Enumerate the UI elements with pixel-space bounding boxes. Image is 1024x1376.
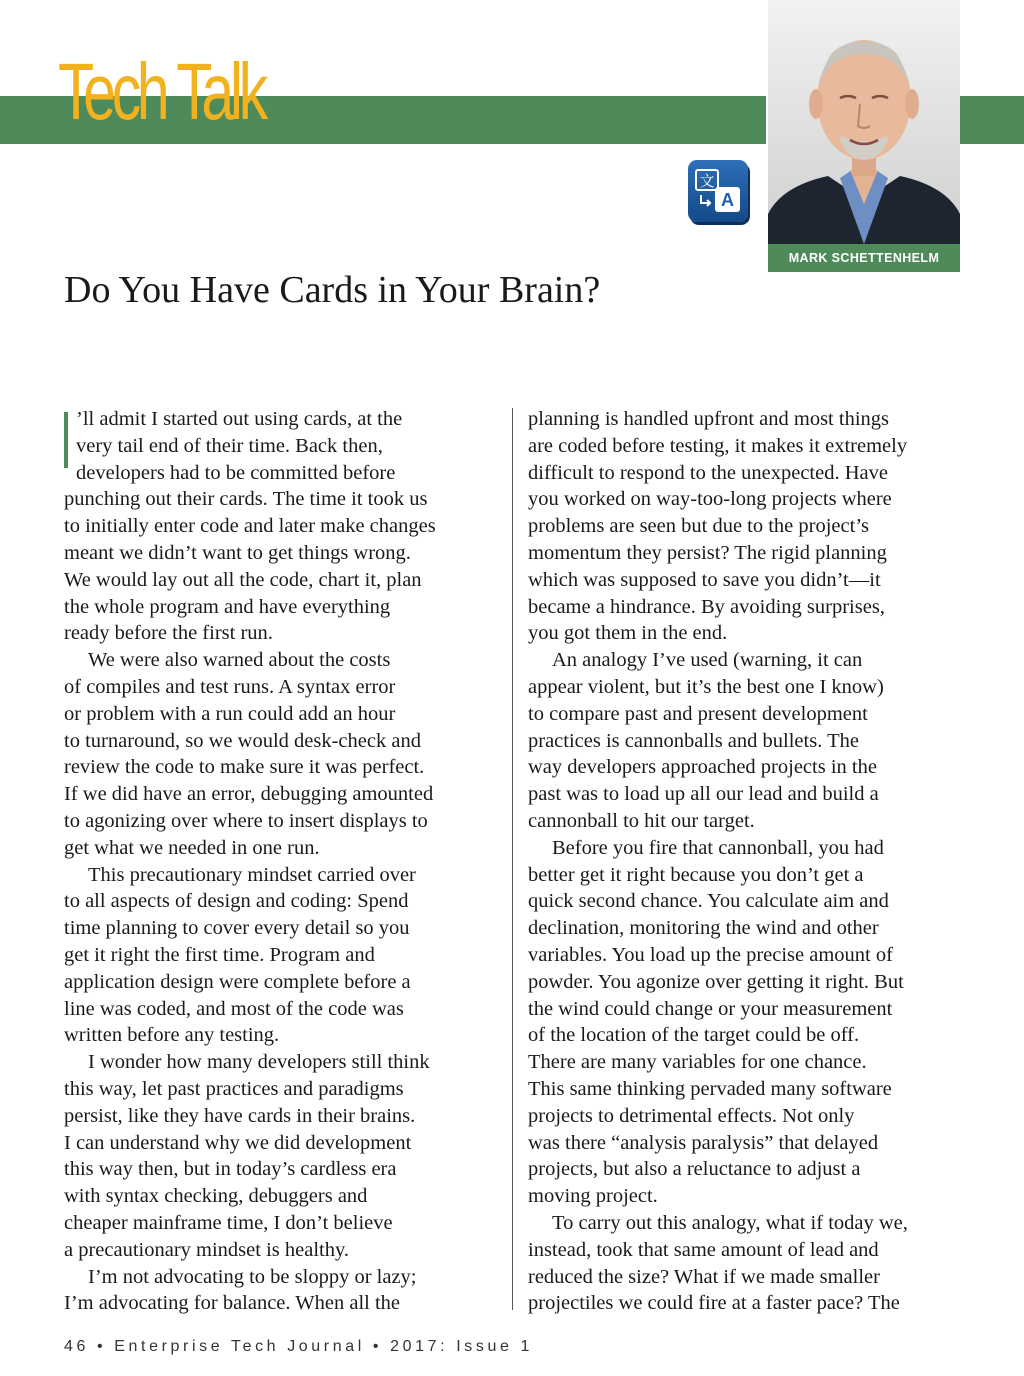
text-line: This same thinking pervaded many software: [528, 1077, 892, 1100]
text-line: are coded before testing, it makes it extremely: [528, 434, 908, 457]
text-line: I wonder how many developers still think: [88, 1051, 430, 1074]
text-line: ’ll admit I started out using cards, at the: [76, 408, 403, 430]
text-line: declination, monitoring the wind and other: [528, 917, 879, 940]
translate-icon[interactable]: [688, 160, 748, 222]
text-line: you worked on way-too-long projects where: [528, 488, 892, 511]
text-line: of the location of the target could be off.: [528, 1024, 860, 1047]
text-line: this way then, but in today’s cardless era: [64, 1158, 397, 1181]
text-line: punching out their cards. The time it took us: [64, 488, 428, 511]
text-line: We would lay out all the code, chart it, plan: [64, 568, 422, 591]
svg-text:文: 文: [699, 172, 715, 190]
text-line: meant we didn’t want to get things wrong.: [64, 541, 411, 564]
svg-text:A: A: [721, 190, 734, 210]
text-line: way developers approached projects in the: [528, 756, 877, 779]
text-line: We were also warned about the costs: [88, 649, 391, 672]
section-title: Tech Talk: [58, 47, 264, 136]
text-line: problems are seen but due to the project’s: [528, 515, 869, 538]
text-line: difficult to respond to the unexpected. Have: [528, 461, 888, 484]
text-line: the wind could change or your measurement: [528, 997, 893, 1020]
text-line: appear violent, but it’s the best one I know): [528, 675, 884, 698]
text-line: this way, let past practices and paradigms: [64, 1077, 404, 1100]
text-line: I’m not advocating to be sloppy or lazy;: [88, 1265, 417, 1288]
text-line: Before you fire that cannonball, you had: [552, 836, 884, 859]
text-line: very tail end of their time. Back then,: [76, 434, 383, 457]
text-line: variables. You load up the precise amount of: [528, 943, 893, 966]
text-line: a precautionary mindset is healthy.: [64, 1238, 350, 1261]
text-line: developers had to be committed before: [76, 461, 396, 484]
text-line: To carry out this analogy, what if today we,: [552, 1211, 908, 1234]
text-line: powder. You agonize over getting it right. But: [528, 970, 904, 993]
article-column-right: [528, 406, 968, 1317]
text-line: review the code to make sure it was perfect.: [64, 756, 425, 779]
column-divider: [512, 408, 513, 1310]
text-line: momentum they persist? The rigid planning: [528, 541, 887, 564]
page-footer: 46 • Enterprise Tech Journal • 2017: Issue 1: [64, 1338, 534, 1355]
text-line: There are many variables for one chance.: [528, 1051, 867, 1074]
text-line: If we did have an error, debugging amounted: [64, 783, 434, 806]
text-line: the whole program and have everything: [64, 595, 391, 618]
text-line: reduced the size? What if we made smaller: [528, 1265, 880, 1288]
author-name: MARK SCHETTENHELM: [768, 244, 960, 272]
text-line: to all aspects of design and coding: Spend: [64, 890, 409, 913]
text-line: practices is cannonballs and bullets. The: [528, 729, 859, 752]
text-line: I can understand why we did development: [64, 1131, 412, 1154]
text-line: with syntax checking, debuggers and: [64, 1185, 368, 1208]
text-line: projects, but also a reluctance to adjust a: [528, 1158, 861, 1181]
text-line: became a hindrance. By avoiding surprises,: [528, 595, 885, 618]
text-line: ready before the first run.: [64, 622, 273, 645]
text-line: which was supposed to save you didn’t—it: [528, 568, 881, 591]
text-line: to agonizing over where to insert displays to: [64, 809, 428, 832]
text-line: instead, took that same amount of lead and: [528, 1238, 879, 1261]
article-headline: Do You Have Cards in Your Brain?: [64, 269, 601, 311]
text-line: moving project.: [528, 1185, 658, 1208]
text-line: line was coded, and most of the code was: [64, 997, 404, 1020]
text-line: An analogy I’ve used (warning, it can: [552, 649, 863, 672]
text-line: was there “analysis paralysis” that delayed: [528, 1131, 879, 1154]
text-line: you got them in the end.: [528, 622, 728, 645]
text-line: to compare past and present development: [528, 702, 868, 725]
text-line: cannonball to hit our target.: [528, 809, 755, 832]
author-photo: [768, 0, 960, 244]
text-line: past was to load up all our lead and build a: [528, 783, 879, 806]
text-line: application design were complete before a: [64, 970, 411, 993]
text-line: of compiles and test runs. A syntax error: [64, 675, 396, 698]
text-line: persist, like they have cards in their brains.: [64, 1104, 416, 1127]
text-line: This precautionary mindset carried over: [88, 863, 416, 886]
text-line: to initially enter code and later make changes: [64, 515, 436, 538]
header-band-right: [960, 96, 1024, 144]
text-line: projects to detrimental effects. Not only: [528, 1104, 855, 1127]
text-line: better get it right because you don’t get a: [528, 863, 864, 886]
text-line: get what we needed in one run.: [64, 836, 320, 859]
text-line: get it right the first time. Program and: [64, 943, 375, 966]
text-line: or problem with a run could add an hour: [64, 702, 396, 725]
text-line: to turnaround, so we would desk-check and: [64, 729, 421, 752]
text-line: projectiles we could fire at a faster pace? The: [528, 1292, 900, 1315]
text-line: cheaper mainframe time, I don’t believe: [64, 1211, 393, 1234]
text-line: I’m advocating for balance. When all the: [64, 1292, 401, 1315]
text-line: quick second chance. You calculate aim and: [528, 890, 889, 913]
text-line: planning is handled upfront and most things: [528, 408, 889, 430]
article-column-left: [64, 406, 498, 1317]
text-line: written before any testing.: [64, 1024, 280, 1047]
text-line: time planning to cover every detail so you: [64, 917, 410, 940]
